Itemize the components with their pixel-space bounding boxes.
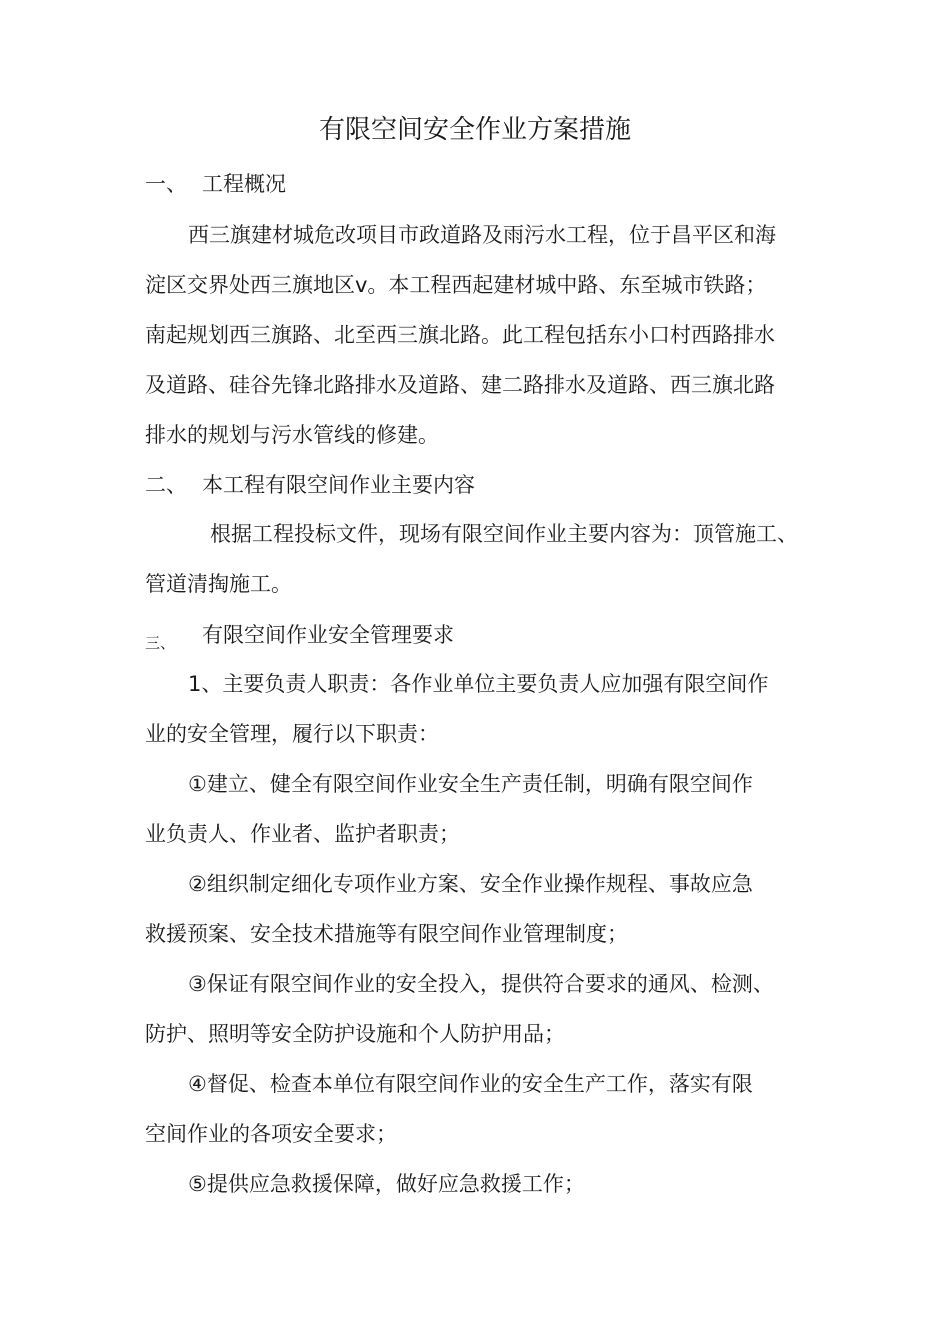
paragraph-line: 根据工程投标文件，现场有限空间作业主要内容为：顶管施工、 xyxy=(210,522,798,546)
paragraph-line: 排水的规划与污水管线的修建。 xyxy=(145,423,439,447)
section-heading-3 xyxy=(145,619,454,659)
section-title-3: 有限空间作业安全管理要求 xyxy=(202,623,454,647)
list-item-line: ⑤提供应急救援保障，做好应急救援工作； xyxy=(188,1172,585,1196)
section-heading-2 xyxy=(145,469,475,501)
paragraph-line: 及道路、硅谷先锋北路排水及道路、建二路排水及道路、西三旗北路 xyxy=(145,373,775,397)
list-item-line: ③保证有限空间作业的安全投入，提供符合要求的通风、检测、 xyxy=(188,972,774,996)
list-item-line: ④督促、检查本单位有限空间作业的安全生产工作，落实有限 xyxy=(188,1072,753,1096)
section-title-2: 本工程有限空间作业主要内容 xyxy=(202,473,475,497)
document-title: 有限空间安全作业方案措施 xyxy=(318,115,631,145)
list-item-line: 业负责人、作业者、监护者职责； xyxy=(145,822,460,846)
list-item-line: 救援预案、安全技术措施等有限空间作业管理制度； xyxy=(145,922,628,946)
paragraph-line: 业的安全管理，履行以下职责： xyxy=(145,722,439,746)
paragraph-line: 管道清掏施工。 xyxy=(145,572,292,596)
paragraph-line: 淀区交界处西三旗地区v。本工程西起建材城中路、东至城市铁路； xyxy=(145,273,767,297)
section-heading-1 xyxy=(145,168,286,200)
section-number-2: 二、 xyxy=(145,473,187,497)
list-item-line: ②组织制定细化专项作业方案、安全作业操作规程、事故应急 xyxy=(188,872,753,896)
paragraph-line: 1、主要负责人职责：各作业单位主要负责人应加强有限空间作 xyxy=(188,672,769,696)
section-number-3: 三、 xyxy=(145,634,176,652)
list-item-line: 防护、照明等安全防护设施和个人防护用品； xyxy=(145,1022,565,1046)
section-title-1: 工程概况 xyxy=(202,172,286,196)
list-item-line: 空间作业的各项安全要求； xyxy=(145,1122,397,1146)
paragraph-line: 西三旗建材城危改项目市政道路及雨污水工程，位于昌平区和海 xyxy=(188,223,776,247)
paragraph-line: 南起规划西三旗路、北至西三旗北路。此工程包括东小口村西路排水 xyxy=(145,323,775,347)
section-number-1: 一、 xyxy=(145,172,187,196)
list-item-line: ①建立、健全有限空间作业安全生产责任制，明确有限空间作 xyxy=(188,772,753,796)
